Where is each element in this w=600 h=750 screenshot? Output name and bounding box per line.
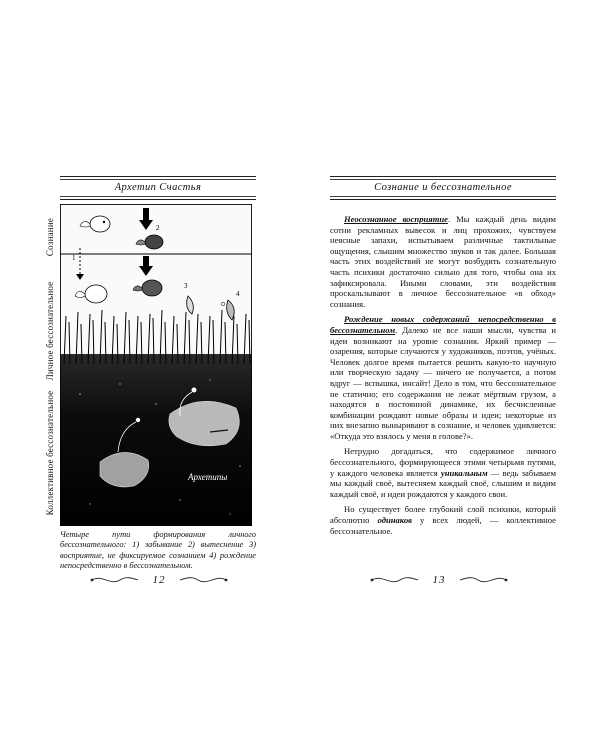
path-number-4: 4 [236,290,240,298]
paragraph-3-text-b: — ведь забываем мы каждый своё, вытесняем каждый своё, слышим и видим каждый своё, и идеи рождаются у каждого свои. [330,467,557,499]
path-number-1: 1 [72,254,76,262]
emphasis-unique: уникальным [440,467,488,478]
paragraph-uniqueness [330,446,556,499]
paragraph-birth-of-contents [330,314,556,441]
paragraph-3-text-a: Нетрудно догадаться, что содержимое личного бессознательного, формирующееся этими четырьмя путями, у каждого человека является [330,446,556,478]
heading-birth-of-contents: Рождение новых содержаний непосредственно в бессознательном [330,314,556,335]
paragraph-4-text-a: Но существует более глубокий слой психики, который абсолютно [330,504,556,526]
right-header-title: Сознание и бессознательное [374,182,512,193]
path-number-3: 3 [184,282,188,290]
side-label-collective: Коллективное бессознательное [45,390,55,516]
right-page-number-block [364,572,514,588]
side-label-conscious: Сознание [45,217,55,257]
paragraph-4-text-b: у всех людей, — коллективное бессознательное. [330,515,556,536]
path-number-2: 2 [156,224,160,232]
right-running-header [330,176,556,200]
paragraph-1-text: . Мы каждый день видим сотни рекламных вывесок и лиц прохожих, чувствуем неясные запахи, испытываем различные тактильные ощущения, слышим множество звуков и так далее. Большая часть этих воздействий не могут возбудить сознательную часть психики достаточно сильно для того, чтобы она их зафиксировала. Иными словами, эти воздействия проскальзывают в личное бессознательное «в обход» сознания. [330,214,556,309]
emphasis-identical: одинаков [377,515,412,526]
heading-unconscious-perception: Неосознанное восприятие [344,214,448,224]
left-page-number-block [84,572,234,588]
paragraph-unconscious-perception [330,214,556,309]
side-label-personal: Личное бессознательное [45,281,55,381]
figure-caption: Четыре пути формирования личного бессознательного: 1) забывание 2) вытеснение 3) восприятие, не фиксируемое сознанием 4) рождение непосредственно в бессознательном. [60,530,256,571]
body-text [330,214,556,541]
left-page-number: 12 [152,574,166,586]
archetypes-label: Архетипы [188,472,228,482]
paragraph-collective [330,504,556,536]
left-running-header [60,176,256,200]
illustration-svg [60,204,252,526]
unconscious-illustration [60,204,252,526]
paragraph-2-text: . Далеко не все наши мысли, чувства и идеи возникают на уровне сознания. Яркий пример — озарения, которые случаются у художников, поэтов, учёных. Человек долгое время пытается решить какую-то научную или творческую задачу — ничего не получается, а потом вдруг — вспышка, инсайт! Дело в том, что бессознательное не статично; его содержания не лежат мёртвым грузом, а находятся в постоянной динамике, их бесчисленные комбинации рождают новые образы и идеи; некоторые из них внезапно выныривают в сознание, и человек удивляется: «Откуда это взялось у меня в голове?». [330,324,556,441]
left-header-title: Архетип Счастья [114,182,202,193]
right-page-number: 13 [432,574,446,586]
